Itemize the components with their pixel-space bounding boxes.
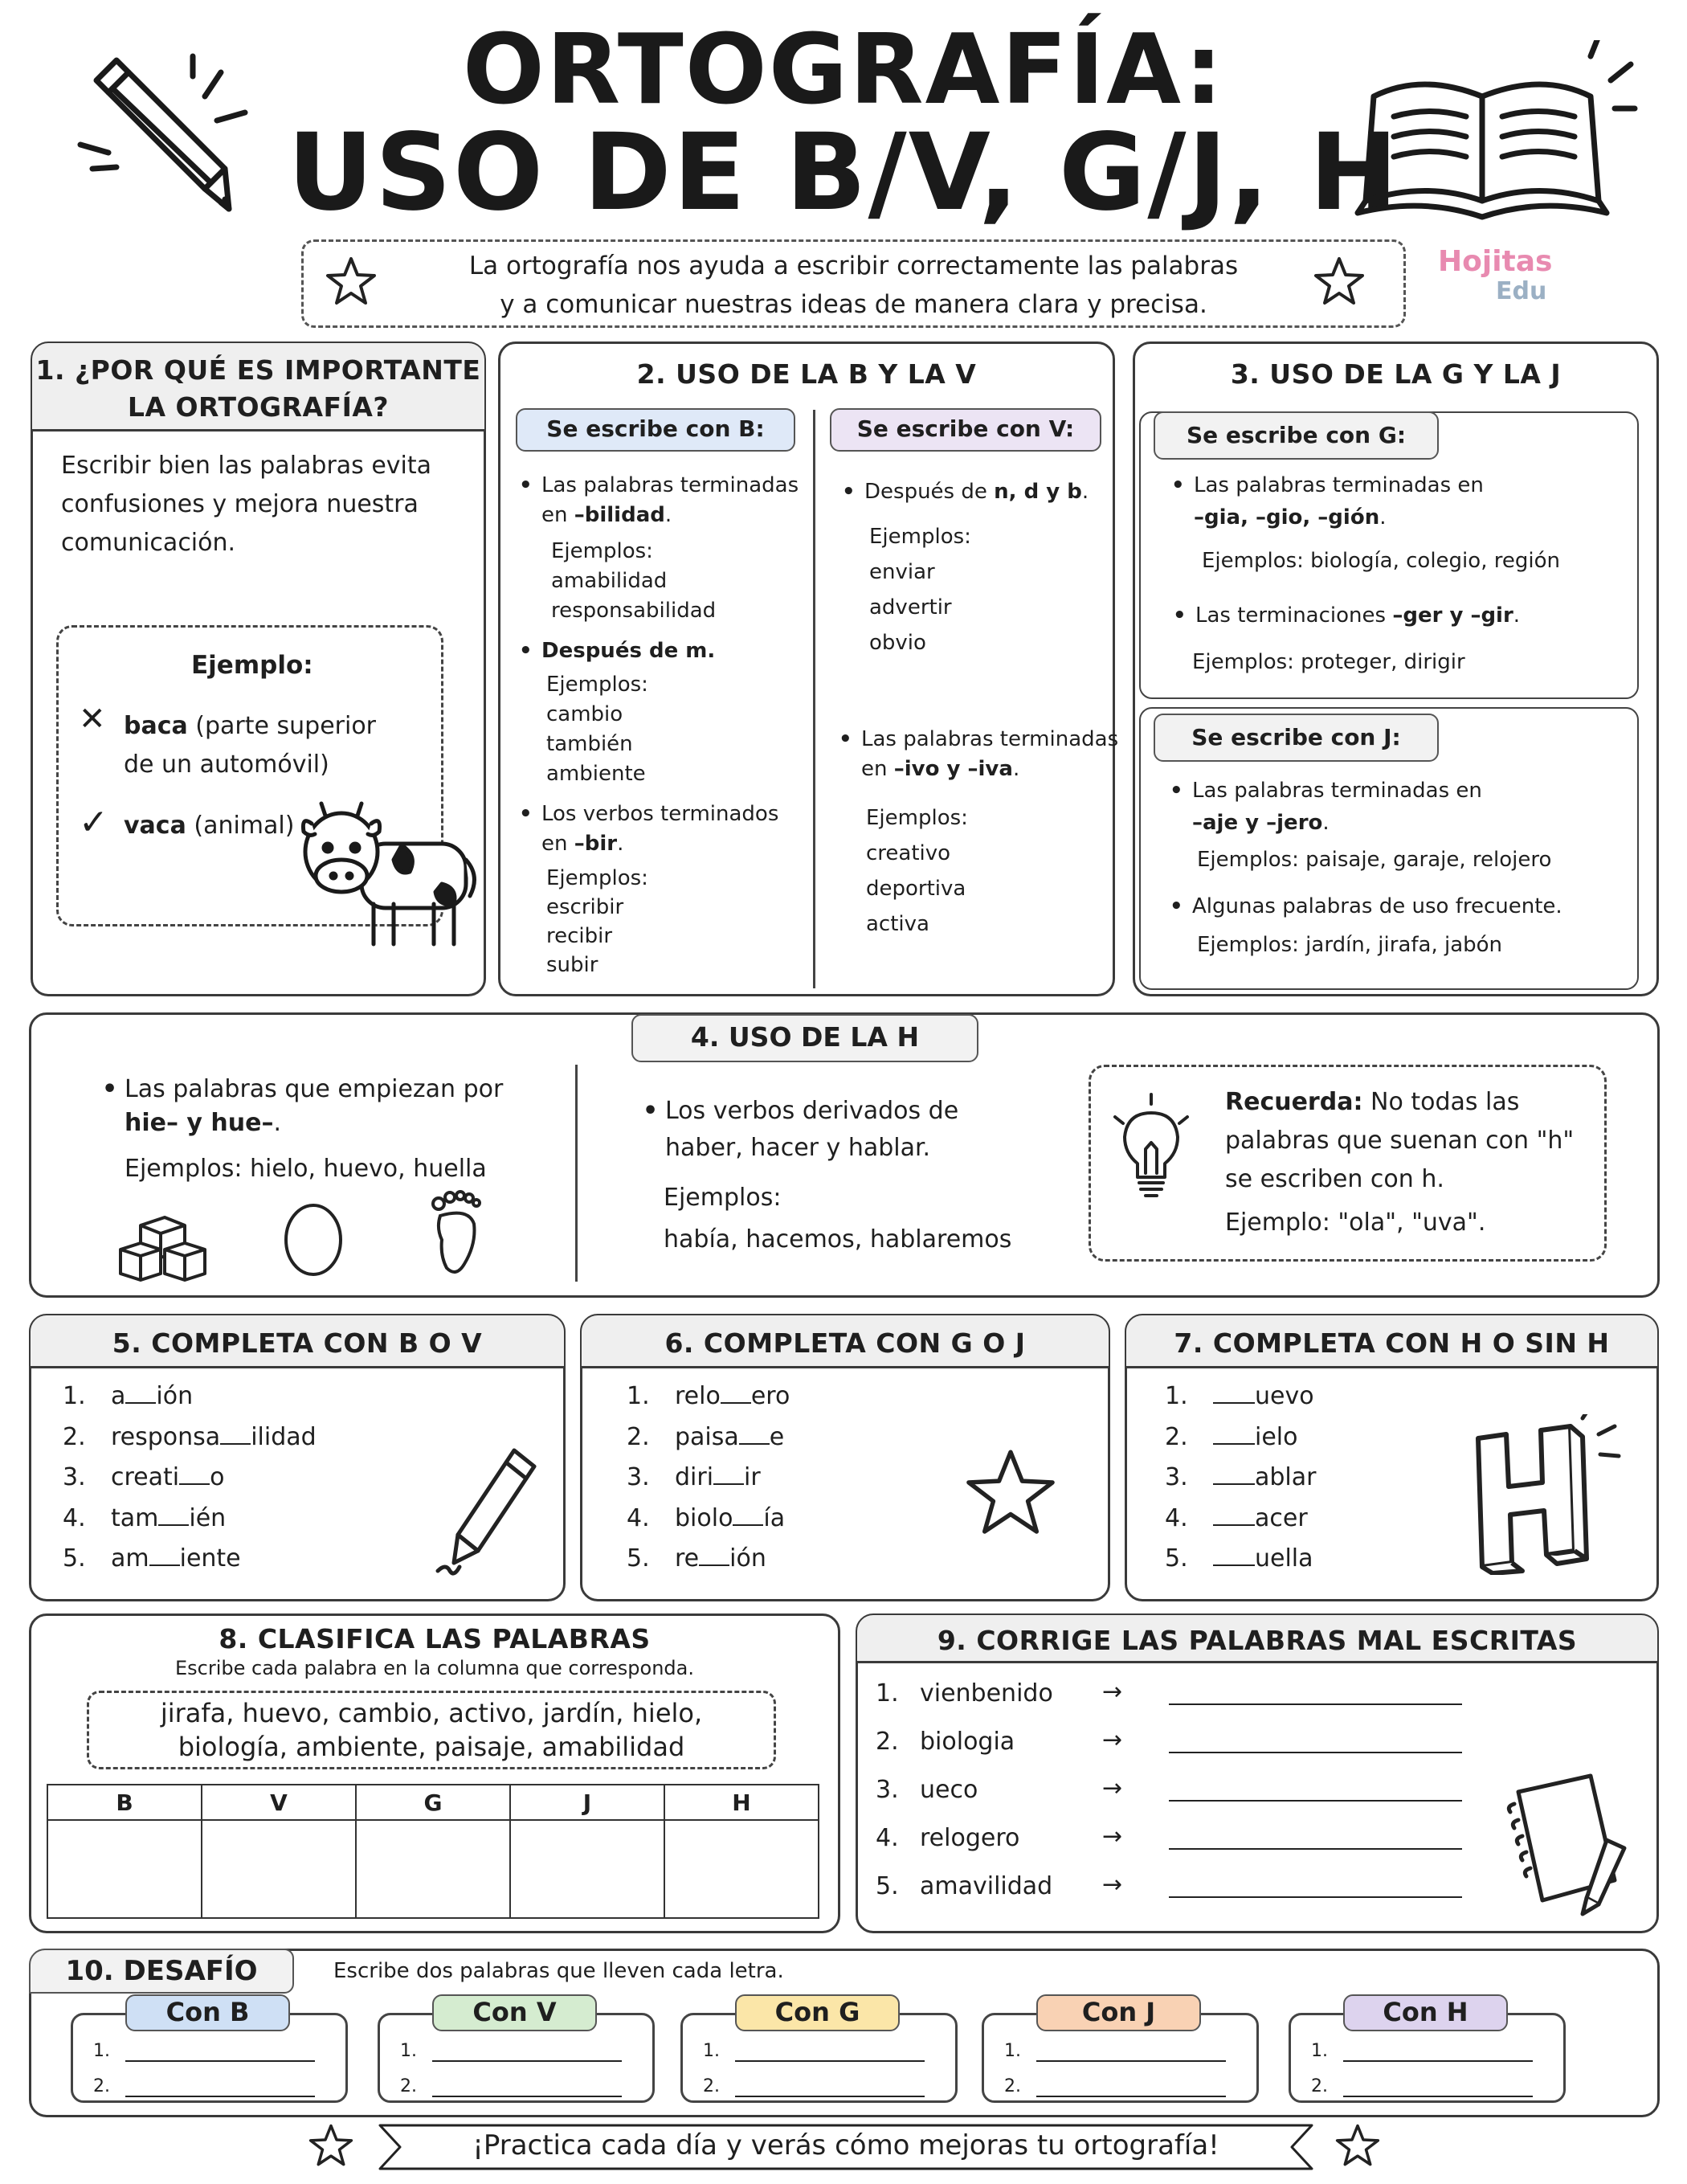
blank-input[interactable] [158, 1503, 189, 1526]
j-rule-1: • Las palabras terminadas en –aje y –jero. [1192, 775, 1482, 839]
arrow-icon: → [1102, 1871, 1123, 1899]
exercise-item [1165, 1543, 1313, 1575]
item-number: 3. [1165, 1463, 1188, 1491]
word-prefix: responsa [111, 1422, 221, 1451]
cell-b[interactable] [47, 1820, 202, 1918]
item-number: 2. [876, 1728, 899, 1756]
line-number: 1. [400, 2041, 417, 2061]
item-number: 1. [876, 1679, 899, 1708]
answer-line[interactable] [1343, 2096, 1533, 2097]
item-number: 3. [627, 1463, 650, 1491]
col-g: G [356, 1785, 510, 1820]
blank-input[interactable] [179, 1462, 210, 1485]
challenge-tag: Con B [125, 1994, 290, 2031]
answer-line[interactable] [1343, 2060, 1533, 2062]
word-suffix: ilidad [251, 1422, 317, 1451]
exercise-item [627, 1462, 761, 1494]
blank-input[interactable] [713, 1462, 744, 1485]
line-number: 1. [93, 2041, 110, 2061]
item-number: 5. [63, 1544, 86, 1573]
word-prefix: re [675, 1544, 700, 1573]
example-label: Ejemplo: [191, 651, 313, 680]
check-icon: ✓ [79, 802, 108, 843]
word-prefix: diri [675, 1463, 714, 1491]
page-title-line2: USO DE B/V, G/J, H [287, 111, 1400, 235]
word-bank: jirafa, huevo, cambio, activo, jardín, hielo, biología, ambiente, paisaje, amabilidad [87, 1691, 776, 1769]
misspelled-word: ueco [920, 1776, 978, 1804]
challenge-tag: Con V [432, 1994, 597, 2031]
blank-input[interactable] [1213, 1544, 1255, 1566]
j-rule-2-examples: Ejemplos: jardín, jirafa, jabón [1197, 933, 1503, 957]
h-rule-2-examples: Ejemplos: había, hacemos, hablaremos [664, 1184, 1012, 1254]
line-number: 1. [703, 2041, 720, 2061]
h-rule-1: • Las palabras que empiezan por hie– y hue–. [125, 1073, 503, 1140]
brand-logo: Hojitas [1438, 245, 1553, 278]
word-suffix: uella [1255, 1544, 1313, 1573]
notebook-icon [1486, 1768, 1639, 1916]
misspelled-word: relogero [920, 1824, 1020, 1852]
cell-g[interactable] [356, 1820, 510, 1918]
blank-input[interactable] [1213, 1462, 1255, 1485]
pencil-icon [72, 48, 257, 225]
challenge-tag: Con J [1036, 1994, 1201, 2031]
j-rule-1-examples: Ejemplos: paisaje, garaje, relojero [1197, 848, 1552, 872]
word-prefix: am [111, 1544, 149, 1573]
item-number: 3. [876, 1776, 899, 1804]
section-8-title: 8. CLASIFICA LAS PALABRAS [219, 1623, 651, 1654]
word-suffix: o [210, 1463, 225, 1491]
word-prefix: relo [675, 1382, 721, 1410]
g-rule-1-examples: Ejemplos: biología, colegio, región [1202, 549, 1560, 573]
blank-input[interactable] [739, 1422, 770, 1445]
arrow-icon: → [1102, 1774, 1123, 1802]
line-number: 2. [703, 2076, 720, 2096]
col-v: V [202, 1785, 356, 1820]
answer-line[interactable] [1169, 1800, 1462, 1802]
intro-box [301, 239, 1406, 328]
blank-input[interactable] [1213, 1381, 1255, 1404]
line-number: 1. [1311, 2041, 1328, 2061]
blank-input[interactable] [1213, 1503, 1255, 1526]
exercise-item [1165, 1462, 1316, 1494]
exercise-item [627, 1380, 790, 1413]
col-j: J [510, 1785, 664, 1820]
section-5-title: 5. COMPLETA CON B O V [112, 1327, 483, 1359]
brand-sub: Edu [1496, 277, 1547, 305]
misspelled-word: biologia [920, 1728, 1015, 1756]
exercise-item [63, 1421, 317, 1454]
page-title-line1: ORTOGRAFÍA: [462, 14, 1225, 126]
col-b: B [47, 1785, 202, 1820]
word-prefix: biolo [675, 1503, 733, 1532]
line-number: 2. [400, 2076, 417, 2096]
v-rule-1: • Después de n, d y b. [864, 477, 1089, 507]
cow-icon [297, 795, 482, 956]
answer-line[interactable] [432, 2096, 622, 2097]
word-suffix: ielo [1255, 1422, 1298, 1451]
g-rule-2-examples: Ejemplos: proteger, dirigir [1192, 650, 1465, 674]
blank-input[interactable] [699, 1544, 729, 1566]
word-prefix: a [111, 1382, 126, 1410]
section-1-title: 1. ¿POR QUÉ ES IMPORTANTE LA ORTOGRAFÍA? [35, 354, 481, 423]
exercise-item [1165, 1421, 1297, 1454]
word-suffix: ero [750, 1382, 790, 1410]
col-h: H [664, 1785, 819, 1820]
section-9-title: 9. CORRIGE LAS PALABRAS MAL ESCRITAS [937, 1625, 1578, 1656]
g-rule-2: • Las terminaciones –ger y –gir. [1195, 601, 1520, 631]
answer-line[interactable] [1169, 1896, 1462, 1898]
star-icon [1335, 2123, 1380, 2168]
intro-line1: La ortografía nos ayuda a escribir correctamente las palabras [468, 252, 1239, 280]
section-8-subtitle: Escribe cada palabra en la columna que corresponda. [174, 1657, 695, 1679]
item-number: 2. [63, 1422, 86, 1451]
cell-j[interactable] [510, 1820, 664, 1918]
line-number: 2. [1311, 2076, 1328, 2096]
item-number: 4. [1165, 1503, 1188, 1532]
answer-line[interactable] [125, 2096, 315, 2097]
word-suffix: ién [189, 1503, 227, 1532]
section-3-title: 3. USO DE LA G Y LA J [1230, 358, 1562, 390]
answer-line[interactable] [1036, 2096, 1226, 2097]
arrow-icon: → [1102, 1822, 1123, 1851]
item-number: 2. [1165, 1422, 1188, 1451]
exercise-item [627, 1503, 785, 1535]
star-icon [962, 1446, 1059, 1539]
item-number: 1. [1165, 1382, 1188, 1410]
word-suffix: acer [1255, 1503, 1308, 1532]
b-rule-1-examples: Ejemplos: amabilidad responsabilidad [551, 539, 717, 623]
word-prefix: paisa [675, 1422, 739, 1451]
classify-table [47, 1784, 819, 1919]
v-rule-2: • Las palabras terminadas en –ivo y –iva. [861, 725, 1118, 784]
exercise-item [63, 1380, 193, 1413]
right-example: vaca (animal) [124, 812, 295, 840]
exercise-item [627, 1543, 766, 1575]
line-number: 2. [93, 2076, 110, 2096]
word-suffix: ir [744, 1463, 761, 1491]
intro-line2: y a comunicar nuestras ideas de manera clara y precisa. [500, 290, 1207, 319]
answer-line[interactable] [125, 2060, 315, 2062]
b-rule-2: • Después de m. [541, 636, 715, 666]
item-number: 3. [63, 1463, 86, 1491]
item-number: 1. [63, 1382, 86, 1410]
item-number: 5. [876, 1872, 899, 1900]
answer-line[interactable] [1169, 1752, 1462, 1753]
exercise-item [63, 1543, 241, 1575]
pencil-icon [434, 1442, 546, 1579]
item-number: 4. [63, 1503, 86, 1532]
word-suffix: iente [179, 1544, 241, 1573]
exercise-item [627, 1421, 784, 1454]
exercise-item [1165, 1380, 1314, 1413]
arrow-icon: → [1102, 1678, 1123, 1706]
g-rule-1: • Las palabras terminadas en –gia, –gio, –gión. [1194, 469, 1484, 534]
cell-h[interactable] [664, 1820, 819, 1918]
cross-icon: ✕ [79, 701, 106, 738]
v-rule-pill: Se escribe con V: [830, 408, 1101, 452]
cell-v[interactable] [202, 1820, 356, 1918]
ice-cubes-icon [116, 1205, 213, 1282]
item-number: 4. [627, 1503, 650, 1532]
word-suffix: ablar [1255, 1463, 1317, 1491]
star-icon [325, 256, 377, 307]
wrong-example: baca (parte superior de un automóvil) [124, 712, 377, 779]
section-1-text: Escribir bien las palabras evita confusiones y mejora nuestra comunicación. [61, 452, 432, 557]
misspelled-word: amavilidad [920, 1872, 1053, 1900]
blank-input[interactable] [1213, 1422, 1255, 1445]
b-rule-pill: Se escribe con B: [516, 408, 795, 452]
letter-h-icon [1462, 1414, 1623, 1575]
blank-input[interactable] [721, 1381, 751, 1404]
section-10-subtitle: Escribe dos palabras que lleven cada letra. [333, 1959, 784, 1983]
item-number: 2. [627, 1422, 650, 1451]
answer-line[interactable] [735, 2096, 925, 2097]
section-10-title: 10. DESAFÍO [29, 1949, 294, 1994]
section-2-divider [813, 410, 815, 988]
challenge-tag: Con H [1343, 1994, 1508, 2031]
g-rule-pill: Se escribe con G: [1154, 411, 1439, 460]
blank-input[interactable] [125, 1381, 156, 1404]
remember-text: Recuerda: No todas las palabras que suenan con "h" se escriben con h. Ejemplo: "ola", "uva". [1225, 1088, 1575, 1237]
item-number: 1. [627, 1382, 650, 1410]
blank-input[interactable] [733, 1503, 763, 1526]
lightbulb-icon [1107, 1093, 1195, 1205]
answer-line[interactable] [432, 2060, 622, 2062]
line-number: 2. [1004, 2076, 1021, 2096]
v-rule-2-examples: Ejemplos: creativo deportiva activa [866, 806, 968, 936]
h-rule-2: • Los verbos derivados de haber, hacer y hablar. [665, 1093, 958, 1167]
j-rule-pill: Se escribe con J: [1154, 714, 1439, 762]
answer-line[interactable] [1036, 2060, 1226, 2062]
word-suffix: ión [729, 1544, 766, 1573]
word-suffix: e [769, 1422, 785, 1451]
answer-line[interactable] [1169, 1848, 1462, 1850]
b-rule-2-examples: Ejemplos: cambio también ambiente [546, 673, 648, 786]
v-rule-1-examples: Ejemplos: enviar advertir obvio [869, 525, 971, 655]
word-suffix: ía [763, 1503, 786, 1532]
b-rule-3: • Los verbos terminados en –bir. [541, 800, 778, 859]
star-icon [1313, 256, 1365, 307]
star-icon [308, 2123, 353, 2168]
section-4-title: 4. USO DE LA H [631, 1014, 978, 1062]
section-2-title: 2. USO DE LA B Y LA V [636, 358, 977, 390]
challenge-tag: Con G [735, 1994, 900, 2031]
b-rule-1: • Las palabras terminadas en –bilidad. [541, 471, 799, 530]
answer-line[interactable] [1169, 1703, 1462, 1705]
item-number: 5. [1165, 1544, 1188, 1573]
item-number: 4. [876, 1824, 899, 1852]
word-suffix: ión [156, 1382, 194, 1410]
open-book-icon [1350, 40, 1639, 233]
b-rule-3-examples: Ejemplos: escribir recibir subir [546, 866, 648, 977]
section-4-divider [575, 1065, 578, 1282]
answer-line[interactable] [735, 2060, 925, 2062]
blank-input[interactable] [149, 1544, 180, 1566]
footer-message: ¡Practica cada día y verás cómo mejoras tu ortografía! [472, 2129, 1219, 2162]
exercise-item [63, 1462, 224, 1494]
h-rule-1-examples: Ejemplos: hielo, huevo, huella [125, 1155, 487, 1183]
exercise-item [63, 1503, 226, 1535]
word-suffix: uevo [1255, 1382, 1314, 1410]
blank-input[interactable] [220, 1422, 251, 1445]
section-6-title: 6. COMPLETA CON G O J [664, 1327, 1026, 1359]
egg-icon [281, 1197, 345, 1278]
section-7-title: 7. COMPLETA CON H O SIN H [1174, 1327, 1610, 1359]
line-number: 1. [1004, 2041, 1021, 2061]
arrow-icon: → [1102, 1726, 1123, 1754]
footprint-icon [424, 1188, 488, 1280]
j-rule-2: • Algunas palabras de uso frecuente. [1192, 892, 1562, 922]
misspelled-word: vienbenido [920, 1679, 1053, 1708]
item-number: 5. [627, 1544, 650, 1573]
exercise-item [1165, 1503, 1308, 1535]
word-prefix: tam [111, 1503, 159, 1532]
word-prefix: creati [111, 1463, 180, 1491]
